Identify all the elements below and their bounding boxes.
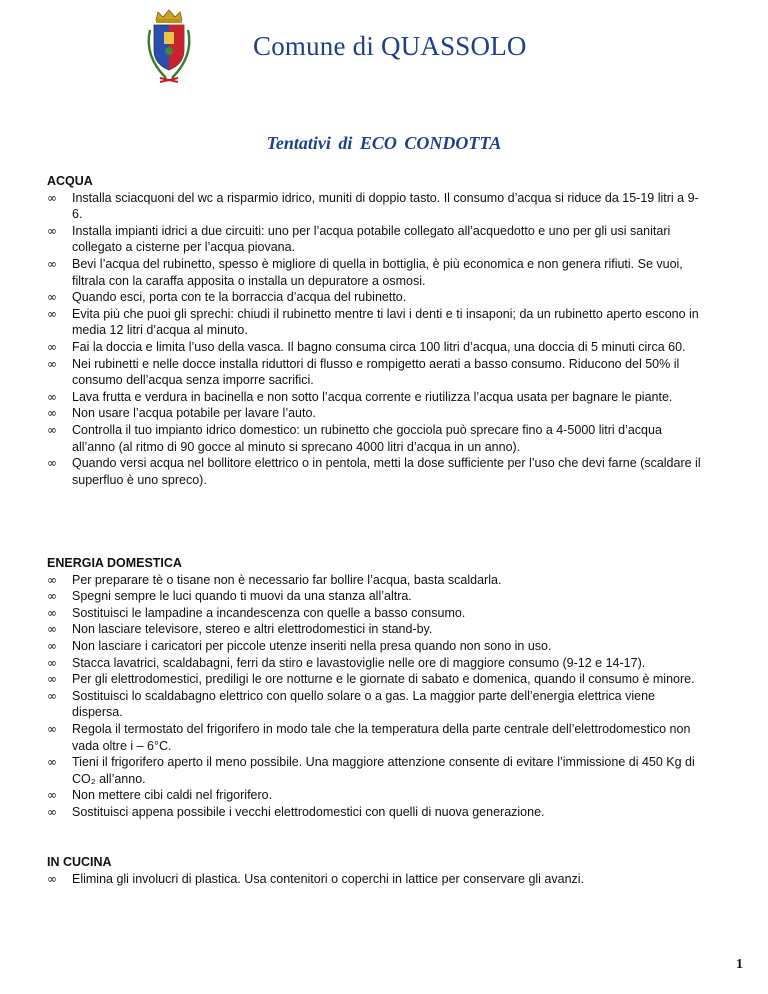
list-item — [47, 190, 707, 223]
bullet-icon: ∞ — [47, 755, 57, 770]
section-heading: ENERGIA DOMESTICA — [47, 556, 182, 570]
list-item-text: Bevi l’acqua del rubinetto, spesso è migliore di quella in bottiglia, è più economica e non genera rifiuti. Se vuoi, filtrala con la caraffa apposita o installa un depuratore a osmosi. — [72, 256, 683, 288]
bullet-icon: ∞ — [47, 655, 57, 670]
bullet-icon: ∞ — [47, 589, 57, 604]
list-item-text: Per preparare tè o tisane non è necessario far bollire l’acqua, basta scaldarla. — [72, 572, 502, 587]
list-item — [47, 804, 707, 821]
list-item-text: Non usare l’acqua potabile per lavare l’auto. — [72, 406, 316, 421]
list-item-text: Installa sciacquoni del wc a risparmio idrico, muniti di doppio tasto. Il consumo d’acqua si riduce da 15-19 litri a 9-6. — [72, 190, 699, 222]
bullet-list — [47, 572, 707, 821]
bullet-icon: ∞ — [47, 456, 57, 471]
list-item — [47, 688, 707, 721]
bullet-icon: ∞ — [47, 721, 57, 736]
bullet-icon: ∞ — [47, 788, 57, 803]
bullet-icon: ∞ — [47, 605, 57, 620]
list-item — [47, 621, 707, 638]
list-item — [47, 306, 707, 339]
section-energia-domestica — [47, 555, 707, 821]
list-item — [47, 638, 707, 655]
list-item-text: Sostituisci appena possibile i vecchi elettrodomestici con quelli di nuova generazione. — [72, 804, 545, 819]
list-item-text: Regola il termostato del frigorifero in modo tale che la temperatura della parte centrale dell’elettrodomestico non vada oltre i – 6°C. — [72, 721, 691, 753]
list-item — [47, 405, 707, 422]
bullet-icon: ∞ — [47, 622, 57, 637]
document-title: Tentativi di ECO CONDOTTA — [266, 133, 502, 153]
list-item — [47, 356, 707, 389]
list-item-text: Fai la doccia e limita l’uso della vasca. Il bagno consuma circa 100 litri d’acqua, una doccia di 5 minuti circa 60. — [72, 339, 686, 354]
town-coat-of-arms-icon — [138, 8, 200, 88]
list-item-text: Quando versi acqua nel bollitore elettrico o in pentola, metti la dose sufficiente per l’uso che devi farne (scaldare il superfluo è uno spreco). — [72, 456, 701, 487]
list-item — [47, 422, 707, 455]
list-item — [47, 256, 707, 289]
bullet-icon: ∞ — [47, 356, 57, 371]
list-item — [47, 605, 707, 622]
list-item-text: Nei rubinetti e nelle docce installa riduttori di flusso e rompigetto aerati a basso consumo. Riducono del 50% il consumo dell’acqua senza imporre sacrifici. — [72, 356, 680, 388]
list-item-text: Sostituisci le lampadine a incandescenza con quelle a basso consumo. — [72, 605, 466, 620]
section-in-cucina — [47, 854, 707, 887]
list-item — [47, 721, 707, 754]
section-heading: IN CUCINA — [47, 855, 112, 869]
list-item-text: Non mettere cibi caldi nel frigorifero. — [72, 788, 273, 803]
bullet-icon: ∞ — [47, 406, 57, 421]
bullet-icon: ∞ — [47, 804, 57, 819]
list-item-text: Stacca lavatrici, scaldabagni, ferri da stiro e lavastoviglie nelle ore di maggiore consumo (9-12 e 14-17). — [72, 655, 646, 670]
list-item-text: Per gli elettrodomestici, prediligi le ore notturne e le giornate di sabato e domenica, quando il consumo è minore. — [72, 672, 695, 687]
list-item — [47, 588, 707, 605]
list-item — [47, 871, 707, 888]
page-number: 1 — [736, 957, 743, 972]
list-item-text: Non lasciare i caricatori per piccole utenze inseriti nella presa quando non sono in uso. — [72, 638, 552, 653]
bullet-icon: ∞ — [47, 223, 57, 238]
list-item-text: Evita più che puoi gli sprechi: chiudi il rubinetto mentre ti lavi i denti e ti insaponi; da un rubinetto aperto escono in media 12 litri d’acqua al minuto. — [72, 306, 699, 338]
bullet-icon: ∞ — [47, 672, 57, 687]
list-item — [47, 787, 707, 804]
list-item — [47, 389, 707, 406]
bullet-icon: ∞ — [47, 389, 57, 404]
section-heading: ACQUA — [47, 174, 93, 188]
list-item — [47, 572, 707, 589]
bullet-list — [47, 190, 707, 489]
bullet-icon: ∞ — [47, 306, 57, 321]
section-acqua — [47, 173, 707, 488]
list-item-text: Spegni sempre le luci quando ti muovi da una stanza all’altra. — [72, 589, 412, 604]
list-item-text: Tieni il frigorifero aperto il meno possibile. Una maggiore attenzione consente di evitare l’immissione di 450 Kg di CO₂ all’anno. — [72, 755, 695, 786]
list-item-text: Controlla il tuo impianto idrico domestico: un rubinetto che gocciola può sprecare fino a 4-5000 litri d’acqua all’anno (al ritmo di 90 gocce al minuto si sprecano 4000 litri d’acqua in un anno). — [72, 422, 662, 454]
bullet-icon: ∞ — [47, 572, 57, 587]
bullet-icon: ∞ — [47, 256, 57, 271]
list-item-text: Non lasciare televisore, stereo e altri elettrodomestici in stand-by. — [72, 622, 433, 637]
list-item — [47, 455, 707, 488]
bullet-icon: ∞ — [47, 688, 57, 703]
list-item-text: Sostituisci lo scaldabagno elettrico con quello solare o a gas. La maggior parte dell’energia elettrica viene dispersa. — [72, 688, 655, 720]
bullet-icon: ∞ — [47, 290, 57, 305]
list-item — [47, 754, 707, 787]
bullet-icon: ∞ — [47, 638, 57, 653]
bullet-icon: ∞ — [47, 190, 57, 205]
list-item — [47, 339, 707, 356]
town-name: Comune di QUASSOLO — [253, 31, 527, 61]
bullet-icon: ∞ — [47, 422, 57, 437]
list-item — [47, 289, 707, 306]
list-item-text: Installa impianti idrici a due circuiti: uno per l’acqua potabile collegato all’acquedotto e uno per gli usi sanitari collegato a cisterne per l’acqua piovana. — [72, 223, 671, 255]
bullet-icon: ∞ — [47, 871, 57, 886]
bullet-icon: ∞ — [47, 339, 57, 354]
list-item-text: Quando esci, porta con te la borraccia d’acqua del rubinetto. — [72, 290, 407, 305]
list-item — [47, 655, 707, 672]
list-item — [47, 671, 707, 688]
bullet-list — [47, 871, 707, 888]
list-item — [47, 223, 707, 256]
list-item-text: Elimina gli involucri di plastica. Usa contenitori o coperchi in lattice per conservare gli avanzi. — [72, 871, 585, 886]
list-item-text: Lava frutta e verdura in bacinella e non sotto l’acqua corrente e riutilizza l’acqua usata per bagnare le piante. — [72, 389, 673, 404]
